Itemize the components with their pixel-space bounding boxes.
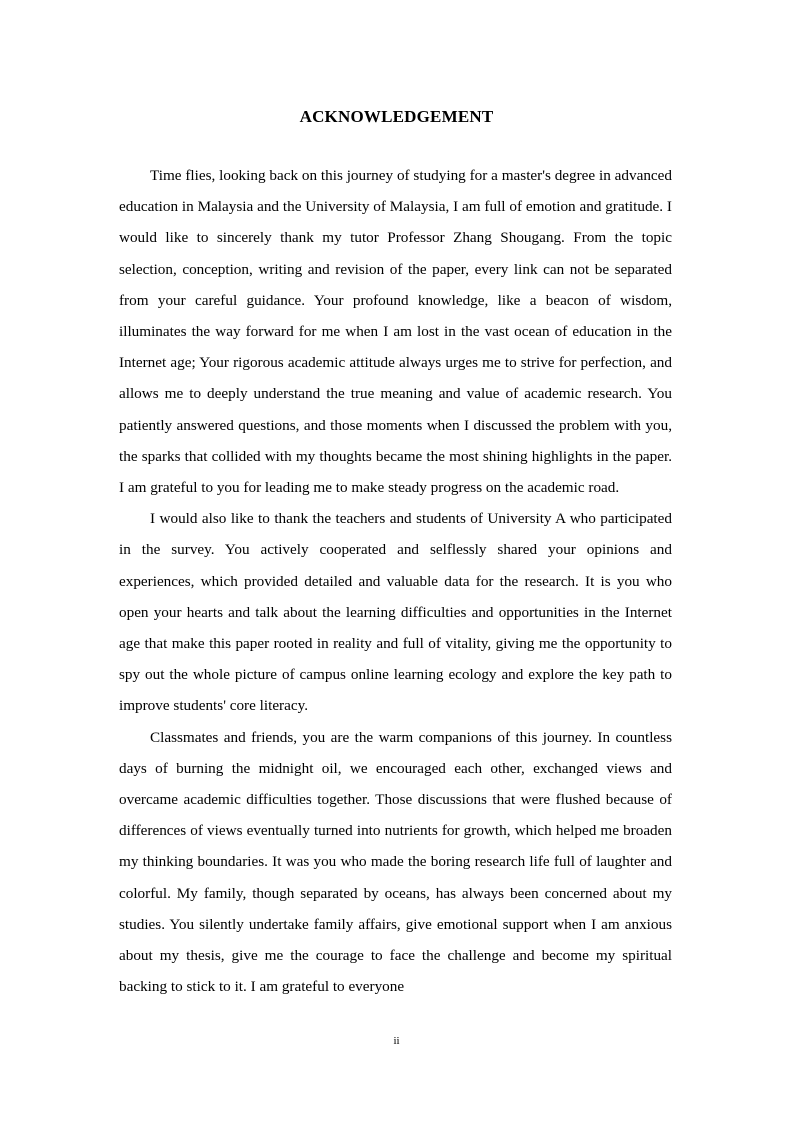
paragraph-3: Classmates and friends, you are the warm companions of this journey. In countless days of burning the midnight oil, we encouraged each other, exchanged views and overcame academic difficulties together. Those discussions that were flushed because of differences of views eventually turned into nutrients for growth, which helped me broaden my thinking boundaries. It was you who made the boring research life full of laughter and colorful. My family, though separated by oceans, has always been concerned about my studies. You silently undertake family affairs, give emotional support when I am anxious about my thesis, give me the courage to face the challenge and become my spiritual backing to stick to it. I am grateful to everyone: [119, 728, 672, 996]
paragraph-1: Time flies, looking back on this journey of studying for a master's degree in advanced education in Malaysia and the University of Malaysia, I am full of emotion and gratitude. I would like to sincerely thank my tutor Professor Zhang Shougang. From the topic selection, conception, writing and revision of the paper, every link can not be separated from your careful guidance. Your profound knowledge, like a beacon of wisdom, illuminates the way forward for me when I am lost in the vast ocean of education in the Internet age; Your rigorous academic attitude always urges me to strive for perfection, and allows me to deeply understand the true meaning and value of academic research. You patiently answered questions, and those moments when I discussed the problem with you, the sparks that collided with my thoughts became the most shining highlights in the paper. I am grateful to you for leading me to make steady progress on the academic road.: [119, 167, 672, 497]
page-number: ii: [393, 1035, 400, 1047]
page-title: ACKNOWLEDGEMENT: [299, 107, 494, 126]
acknowledgement-body: [119, 160, 672, 1002]
paragraph-2: I would also like to thank the teachers and students of University A who participated in the survey. You actively cooperated and selflessly shared your opinions and experiences, which provided detailed and valuable data for the research. It is you who open your hearts and talk about the learning difficulties and opportunities in the Internet age that make this paper rooted in reality and full of vitality, giving me the opportunity to spy out the whole picture of campus online learning ecology and explore the key path to improve students' core literacy.: [119, 510, 672, 715]
